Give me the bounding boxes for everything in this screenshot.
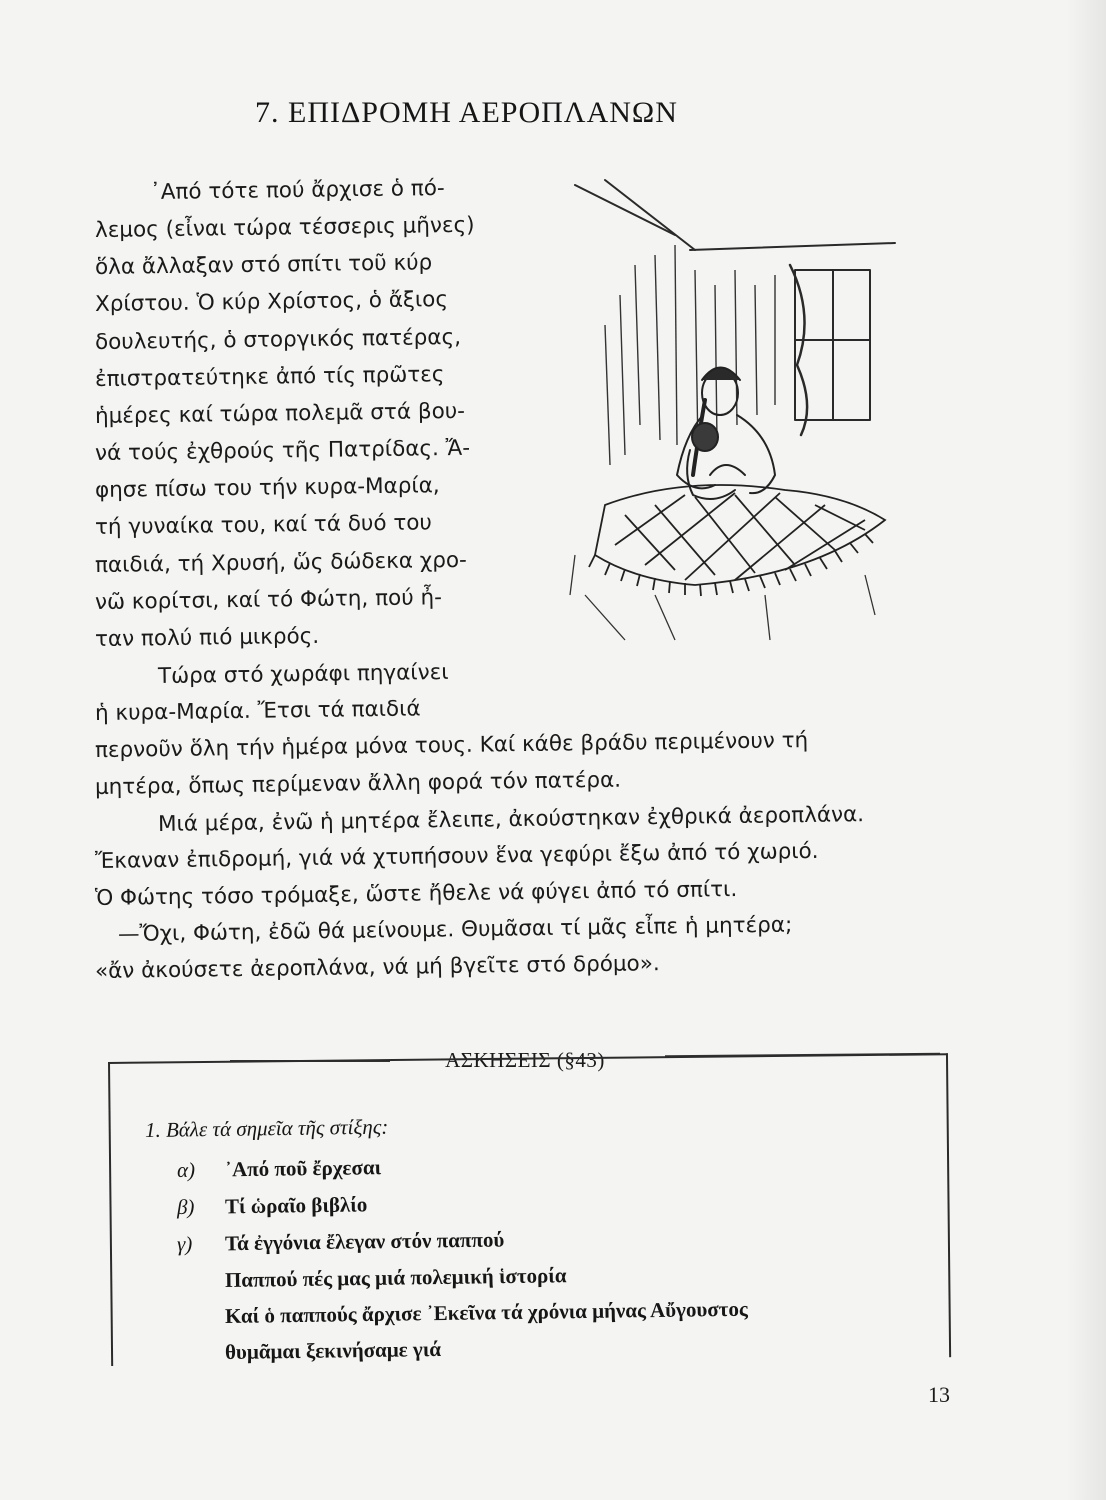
exercise-item	[177, 1155, 381, 1183]
exercise-item-text: Καί ὁ παππούς ἄρχισε ᾽Εκεῖνα τά χρόνια μήνας Αὔγουστος	[224, 1296, 748, 1328]
story-line: παιδιά, τή Χρυσή, ὥς δώδεκα χρο-	[94, 547, 467, 578]
exercises-heading: ΑΣΚΗΣΕΙΣ (§43)	[445, 1048, 605, 1072]
exercise-item	[225, 1263, 567, 1293]
mother-and-child-illustration	[565, 175, 905, 645]
story-line: ἡ κυρα-Μαρία. Ἔτσι τά παιδιά	[94, 696, 421, 726]
exercise-item-label: α)	[176, 1157, 196, 1182]
mother-figure	[677, 368, 775, 494]
wall-line	[605, 180, 695, 250]
exercise-item-text: ᾽Από ποῦ ἔρχεσαι	[224, 1155, 382, 1182]
exercise-item-text: Παππού πές μας μιά πολεμική ἱστορία	[224, 1263, 567, 1292]
story-line: «ἄν ἀκούσετε ἀεροπλάνα, νά μή βγεῖτε στό δρόμο».	[94, 951, 660, 984]
exercise-item	[177, 1227, 505, 1257]
exercise-item	[225, 1337, 441, 1365]
story-line: λεμος (εἶναι τώρα τέσσερις μῆνες)	[94, 212, 475, 243]
exercise-prompt: 1. Βάλε τά σημεῖα τῆς στίξης:	[144, 1114, 389, 1142]
exercise-item-text: Τί ὡραῖο βιβλίο	[224, 1192, 368, 1219]
story-line: μητέρα, ὅπως περίμεναν ἄλλη φορά τόν πατέρα.	[94, 767, 622, 800]
story-line: Ἔκαναν ἐπιδρομή, γιά νά χτυπήσουν ἕνα γεφύρι ἔξω ἀπό τό χωριό.	[94, 838, 819, 874]
story-line: ἐπιστρατεύτηκε ἀπό τίς πρῶτες	[94, 362, 445, 392]
exercise-item	[177, 1192, 368, 1220]
story-line: νῶ κορίτσι, καί τό Φώτη, πού ἦ-	[94, 585, 443, 615]
story-line: ἡμέρες καί τώρα πολεμᾶ στά βου-	[94, 398, 466, 429]
story-line: ὅλα ἄλλαξαν στό σπίτι τοῦ κύρ	[94, 250, 433, 280]
page-edge-shadow	[1066, 0, 1106, 1500]
exercise-item-text: θυμᾶμαι ξεκινήσαμε γιά	[224, 1336, 442, 1364]
story-line: Τώρα στό χωράφι πηγαίνει	[157, 659, 449, 689]
rug	[589, 485, 885, 596]
story-line: Χρίστου. Ὁ κύρ Χρίστος, ὁ ἄξιος	[94, 287, 449, 317]
exercise-item-text: Τά ἐγγόνια ἔλεγαν στόν παππού	[224, 1227, 505, 1256]
exercise-item-label: β)	[176, 1194, 195, 1219]
page-title: 7. ΕΠΙΔΡΟΜΗ ΑΕΡΟΠΛΑΝΩΝ	[255, 96, 678, 129]
story-line: τή γυναίκα του, καί τά δυό του	[94, 510, 433, 540]
story-line: νά τούς ἐχθρούς τῆς Πατρίδας. Ἄ-	[94, 435, 471, 466]
ceiling-line	[690, 243, 895, 250]
story-line: φησε πίσω του τήν κυρα-Μαρία,	[94, 473, 440, 503]
story-line: Μιά μέρα, ἐνῶ ἡ μητέρα ἔλειπε, ἀκούστηκαν ἐχθρικά ἀεροπλάνα.	[157, 802, 865, 837]
exercise-item-label: γ)	[176, 1231, 193, 1256]
story-line: ᾽Από τότε πού ἄρχισε ὁ πό-	[149, 175, 445, 205]
page-number: 13	[928, 1382, 950, 1407]
story-line: περνοῦν ὅλη τήν ἡμέρα μόνα τους. Καί κάθε βράδυ περιμένουν τή	[94, 728, 809, 763]
wall-line	[575, 185, 675, 235]
story-line: —Ὄχι, Φώτη, ἐδῶ θά μείνουμε. Θυμᾶσαι τί μᾶς εἶπε ἡ μητέρα;	[117, 912, 793, 947]
story-line: δουλευτής, ὁ στοργικός πατέρας,	[94, 324, 462, 355]
curtain	[790, 265, 807, 435]
story-line: ταν πολύ πιό μικρός.	[94, 623, 320, 652]
story-line: Ὁ Φώτης τόσο τρόμαξε, ὥστε ἤθελε νά φύγει ἀπό τό σπίτι.	[94, 877, 738, 911]
